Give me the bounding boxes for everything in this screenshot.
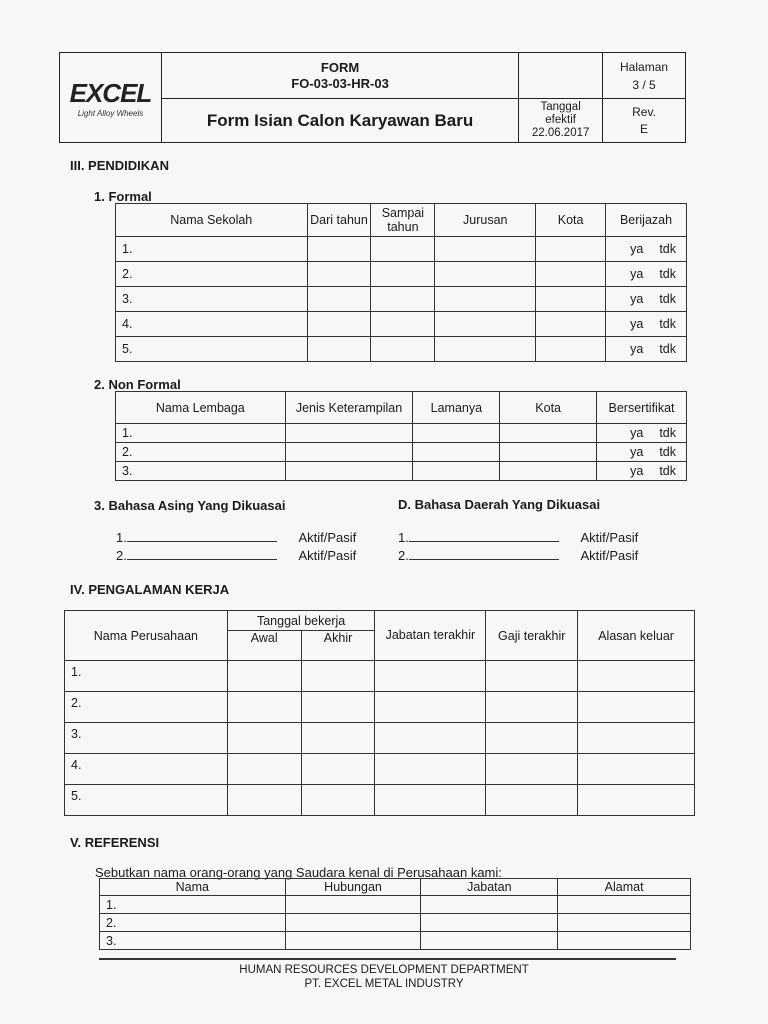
form-label: FORM [320, 59, 360, 75]
section-pengalaman-title: IV. PENGALAMAN KERJA [70, 582, 230, 597]
table-row: 4. ya tdk [116, 312, 687, 337]
bahasa-daerah-row-2[interactable]: 2. Aktif/Pasif [398, 548, 639, 563]
reference-table: Nama Hubungan Jabatan Alamat 1. 2. 3. [99, 878, 691, 950]
table-row: 3. [100, 932, 691, 950]
revision-cell: Rev. E [603, 99, 686, 143]
table-row: 1. ya tdk [116, 424, 687, 443]
referensi-instruction: Sebutkan nama orang-orang yang Saudara kenal di Perusahaan kami: [95, 865, 502, 880]
bahasa-asing-row-1[interactable]: 1. Aktif/Pasif [116, 530, 357, 545]
footer-department: HUMAN RESOURCES DEVELOPMENT DEPARTMENT [239, 964, 529, 976]
section-referensi-title: V. REFERENSI [70, 835, 160, 850]
bahasa-asing-row-2[interactable]: 2. Aktif/Pasif [116, 548, 357, 563]
formal-subtitle: 1. Formal [94, 189, 152, 204]
fill-line[interactable] [409, 548, 559, 560]
bahasa-daerah-row-1[interactable]: 1. Aktif/Pasif [398, 530, 639, 545]
table-row: 1. [100, 896, 691, 914]
table-row: 2. ya tdk [116, 443, 687, 462]
table-row: 2. [100, 914, 691, 932]
nonformal-subtitle: 2. Non Formal [94, 377, 181, 392]
table-row: 3. ya tdk [116, 287, 687, 312]
nonformal-education-table: Nama Lembaga Jenis Keterampilan Lamanya Kota Bersertifikat 1. ya tdk 2. ya tdk 3. ya tdk [115, 391, 687, 481]
halaman-value: 3 / 5 [632, 77, 656, 92]
table-row: 3. [65, 723, 695, 754]
fill-line[interactable] [409, 530, 559, 542]
fill-line[interactable] [127, 548, 277, 560]
form-code-cell [161, 53, 518, 99]
table-row: 2. ya tdk [116, 262, 687, 287]
footer-company: PT. EXCEL METAL INDUSTRY [304, 978, 464, 990]
table-row: 2. [65, 692, 695, 723]
fill-line[interactable] [127, 530, 277, 542]
effective-date: 22.06.2017 [531, 127, 590, 139]
footer-divider [99, 958, 676, 960]
form-title: Form Isian Calon Karyawan Baru [161, 99, 518, 143]
table-row: 5. [65, 785, 695, 816]
table-row: 1. [65, 661, 695, 692]
table-row: 4. [65, 754, 695, 785]
halaman-label: Halaman [620, 59, 669, 74]
effective-date-cell: Tanggal efektif 22.06.2017 [519, 99, 603, 143]
bahasa-asing-title: 3. Bahasa Asing Yang Dikuasai [94, 498, 286, 513]
table-row: 3. ya tdk [116, 462, 687, 481]
formal-education-table: Nama Sekolah Dari tahun Sampai tahun Jurusan Kota Berijazah 1. ya tdk 2. ya tdk 3. ya tdk 4. ya tdk 5. ya tdk [115, 203, 687, 362]
bahasa-daerah-title: D. Bahasa Daerah Yang Dikuasai [398, 497, 601, 512]
company-logo: EXCEL Light Alloy Wheels [60, 53, 162, 143]
footer [0, 963, 768, 991]
revision-value: E [640, 121, 649, 136]
table-row: 1. ya tdk [116, 237, 687, 262]
form-code: FO-03-03-HR-03 [291, 75, 389, 91]
table-row: 5. ya tdk [116, 337, 687, 362]
work-experience-table: Nama Perusahaan Tanggal bekerja Jabatan terakhir Gaji terakhir Alasan keluar Awal Akhir 1. 2. 3. 4. 5. [64, 610, 695, 816]
page-number-cell [603, 53, 686, 99]
section-pendidikan-title: III. PENDIDIKAN [70, 158, 169, 173]
document-header [59, 52, 686, 143]
